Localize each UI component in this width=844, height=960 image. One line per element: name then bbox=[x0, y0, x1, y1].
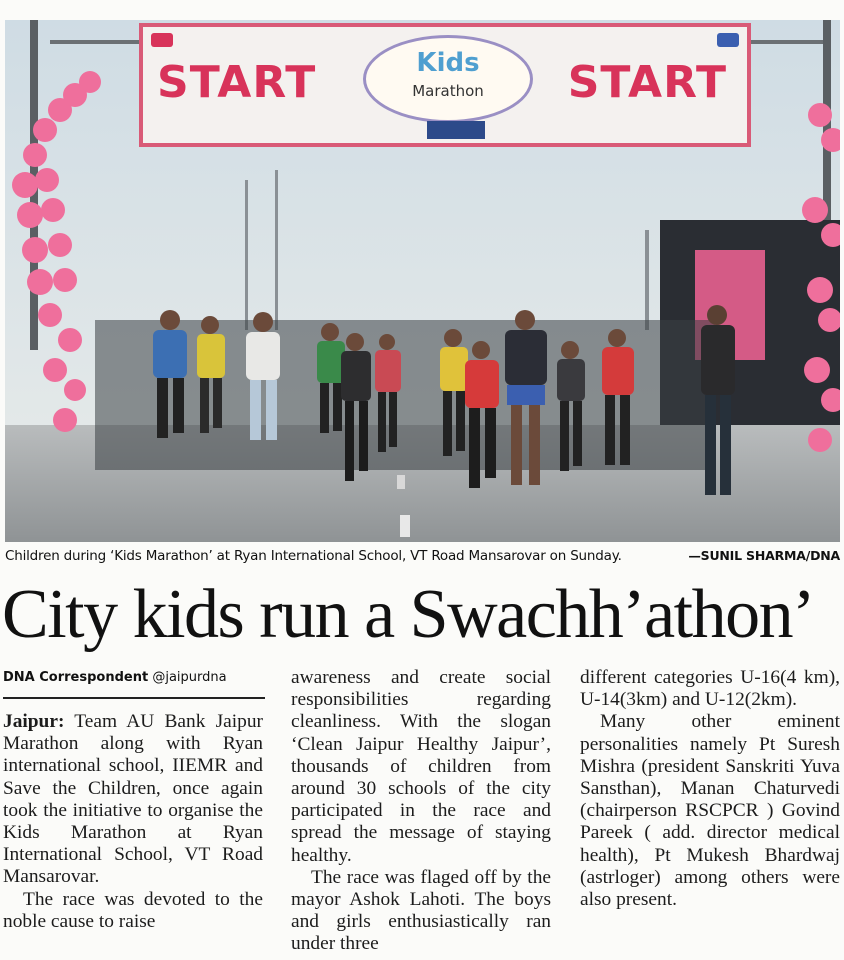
sponsor-box-icon bbox=[427, 121, 485, 139]
caption-text: Children during ‘Kids Marathon’ at Ryan International School, VT Road Mansarovar on Sunday. bbox=[5, 548, 622, 564]
banner-start-right: START bbox=[567, 57, 727, 108]
article-paragraph: The race was flaged off by the mayor Ashok Lahoti. The boys and girls enthusiastically ran under three bbox=[291, 866, 551, 955]
article-paragraph: The race was devoted to the noble cause to raise bbox=[3, 888, 263, 932]
start-banner bbox=[139, 23, 751, 147]
sponsor-logo-icon bbox=[151, 33, 173, 47]
article-paragraph: Many other eminent personalities namely Pt Suresh Mishra (president Sanskriti Yuva Sansthan), Manan Chaturvedi (chairperson RSCPCR ) Govind Pareek ( add. director medical health), Pt Mukesh Bhardwaj (astrloger) among others were also present. bbox=[580, 711, 840, 911]
kids-marathon-logo bbox=[363, 35, 533, 123]
byline bbox=[3, 670, 265, 685]
school-logo-icon bbox=[717, 33, 739, 47]
logo-title: Kids bbox=[416, 48, 480, 78]
article-paragraph bbox=[3, 711, 263, 889]
dateline: Jaipur: bbox=[3, 711, 65, 732]
photo-caption bbox=[5, 548, 840, 564]
photo-credit: —SUNIL SHARMA/DNA bbox=[688, 548, 840, 563]
article-paragraph: awareness and create social responsibilities regarding cleanliness. With the slogan ‘Clean Jaipur Healthy Jaipur’, thousands of children from around 30 schools of the city participated in the race and spread the message of staying healthy. bbox=[291, 667, 551, 866]
news-photo bbox=[5, 20, 840, 542]
logo-subtitle: Marathon bbox=[412, 82, 484, 100]
byline-author: DNA Correspondent bbox=[3, 670, 149, 685]
paragraph-text: Team AU Bank Jaipur Marathon along with Ryan international school, IIEMR and Save the Children, once again took the initiative to organise the Kids Marathon at Ryan International School, VT Road Mansarovar. bbox=[3, 711, 263, 888]
byline-handle: @jaipurdna bbox=[152, 670, 227, 685]
article-column-1 bbox=[3, 711, 263, 933]
article-column-3 bbox=[580, 667, 840, 911]
byline-divider bbox=[3, 697, 265, 699]
article-paragraph: different categories U-16(4 km), U-14(3km) and U-12(2km). bbox=[580, 667, 840, 711]
banner-start-left: START bbox=[157, 57, 317, 108]
article-column-2 bbox=[291, 667, 551, 956]
headline: City kids run a Swachh’athon’ bbox=[2, 576, 814, 653]
